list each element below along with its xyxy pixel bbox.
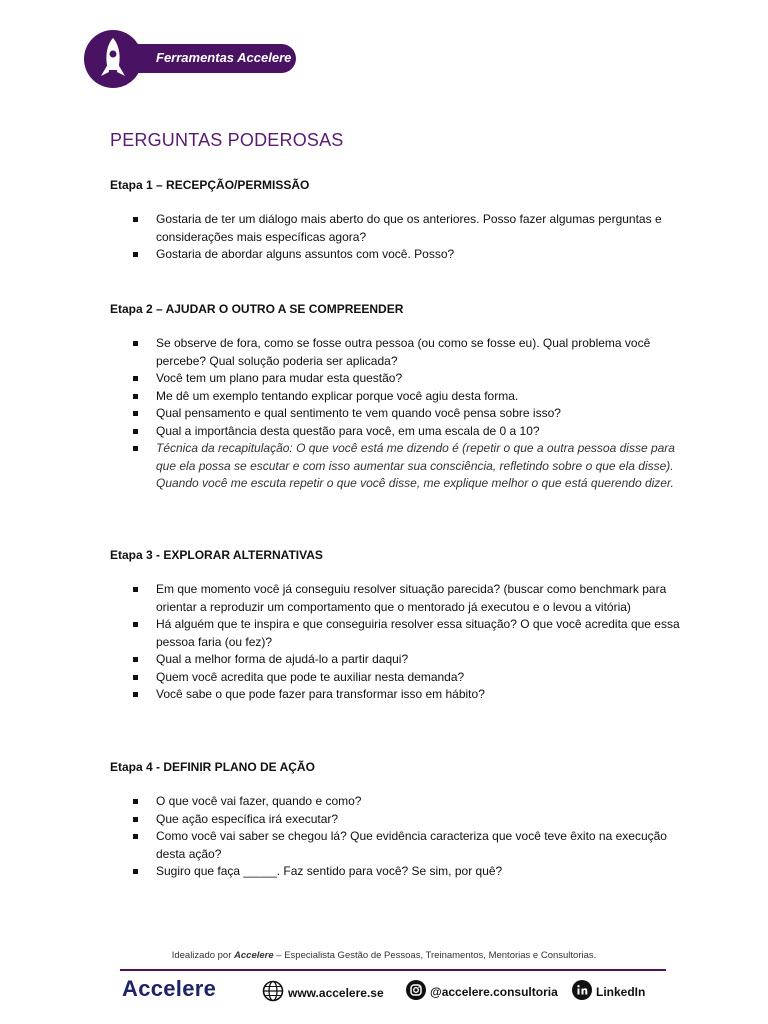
stage-3-list xyxy=(130,581,690,704)
page-title: PERGUNTAS PODEROSAS xyxy=(110,130,344,150)
globe-icon xyxy=(262,980,284,1005)
stage-2-heading: Etapa 2 – AJUDAR O OUTRO A SE COMPREENDER xyxy=(110,302,404,316)
list-item: Quem você acredita que pode te auxiliar nesta demanda? xyxy=(130,669,690,687)
stage-1-heading: Etapa 1 – RECEPÇÃO/PERMISSÃO xyxy=(110,178,310,192)
stage-3-heading: Etapa 3 - EXPLORAR ALTERNATIVAS xyxy=(110,548,323,562)
rocket-icon xyxy=(84,30,142,88)
list-item: Em que momento você já conseguiu resolver situação parecida? (buscar como benchmark para orientar a reproduzir um comportamento que o mentorado já executou e o levou a vitória) xyxy=(130,581,690,616)
list-item: Você tem um plano para mudar esta questão? xyxy=(130,370,690,388)
list-item: Qual a melhor forma de ajudá-lo a partir daqui? xyxy=(130,651,690,669)
footer-instagram-link[interactable] xyxy=(406,980,558,1003)
list-item: Você sabe o que pode fazer para transformar isso em hábito? xyxy=(130,686,690,704)
website-label: www.accelere.se xyxy=(288,985,384,1000)
list-item: Técnica da recapitulação: O que você está me dizendo é (repetir o que a outra pessoa disse para que ela possa se escutar e com isso aumentar sua consciência, refletindo sobre o que ela disse). Quando você me escuta repetir o que você disse, me explique melhor o que está querendo dizer. xyxy=(130,440,690,493)
list-item: Se observe de fora, como se fosse outra pessoa (ou como se fosse eu). Qual problema você percebe? Qual solução poderia ser aplicada? xyxy=(130,335,690,370)
list-item: O que você vai fazer, quando e como? xyxy=(130,793,690,811)
instagram-icon xyxy=(406,980,426,1003)
list-item: Há alguém que te inspira e que conseguiria resolver essa situação? O que você acredita que essa pessoa faria (ou fez)? xyxy=(130,616,690,651)
list-item: Gostaria de abordar alguns assuntos com você. Posso? xyxy=(130,246,690,264)
list-item: Gostaria de ter um diálogo mais aberto do que os anteriores. Posso fazer algumas perguntas e considerações mais específicas agora? xyxy=(130,211,690,246)
stage-1-list xyxy=(130,211,690,264)
footer-linkedin-link[interactable] xyxy=(572,980,645,1003)
list-item: Qual a importância desta questão para você, em uma escala de 0 a 10? xyxy=(130,423,690,441)
stage-2-list xyxy=(130,335,690,493)
stage-4-list xyxy=(130,793,690,881)
footer-logo: Accelere xyxy=(122,976,217,1001)
linkedin-label: LinkedIn xyxy=(596,984,646,999)
list-item: Me dê um exemplo tentando explicar porque você agiu desta forma. xyxy=(130,388,690,406)
footer-note: Idealizado por Accelere – Especialista Gestão de Pessoas, Treinamentos, Mentorias e Consultorias. xyxy=(171,950,597,961)
list-item: Sugiro que faça _____. Faz sentido para você? Se sim, por quê? xyxy=(130,863,690,881)
footer-website-link[interactable] xyxy=(262,980,384,1005)
stage-4-heading: Etapa 4 - DEFINIR PLANO DE AÇÃO xyxy=(110,760,315,774)
linkedin-icon xyxy=(572,980,592,1003)
instagram-label: @accelere.consultoria xyxy=(430,984,558,999)
brand-label: Ferramentas Accelere xyxy=(156,50,292,65)
list-item: Que ação específica irá executar? xyxy=(130,811,690,829)
list-item: Como você vai saber se chegou lá? Que evidência caracteriza que você teve êxito na execução desta ação? xyxy=(130,828,690,863)
list-item: Qual pensamento e qual sentimento te vem quando você pensa sobre isso? xyxy=(130,405,690,423)
brand-logo xyxy=(84,30,299,88)
footer-divider xyxy=(120,969,666,971)
